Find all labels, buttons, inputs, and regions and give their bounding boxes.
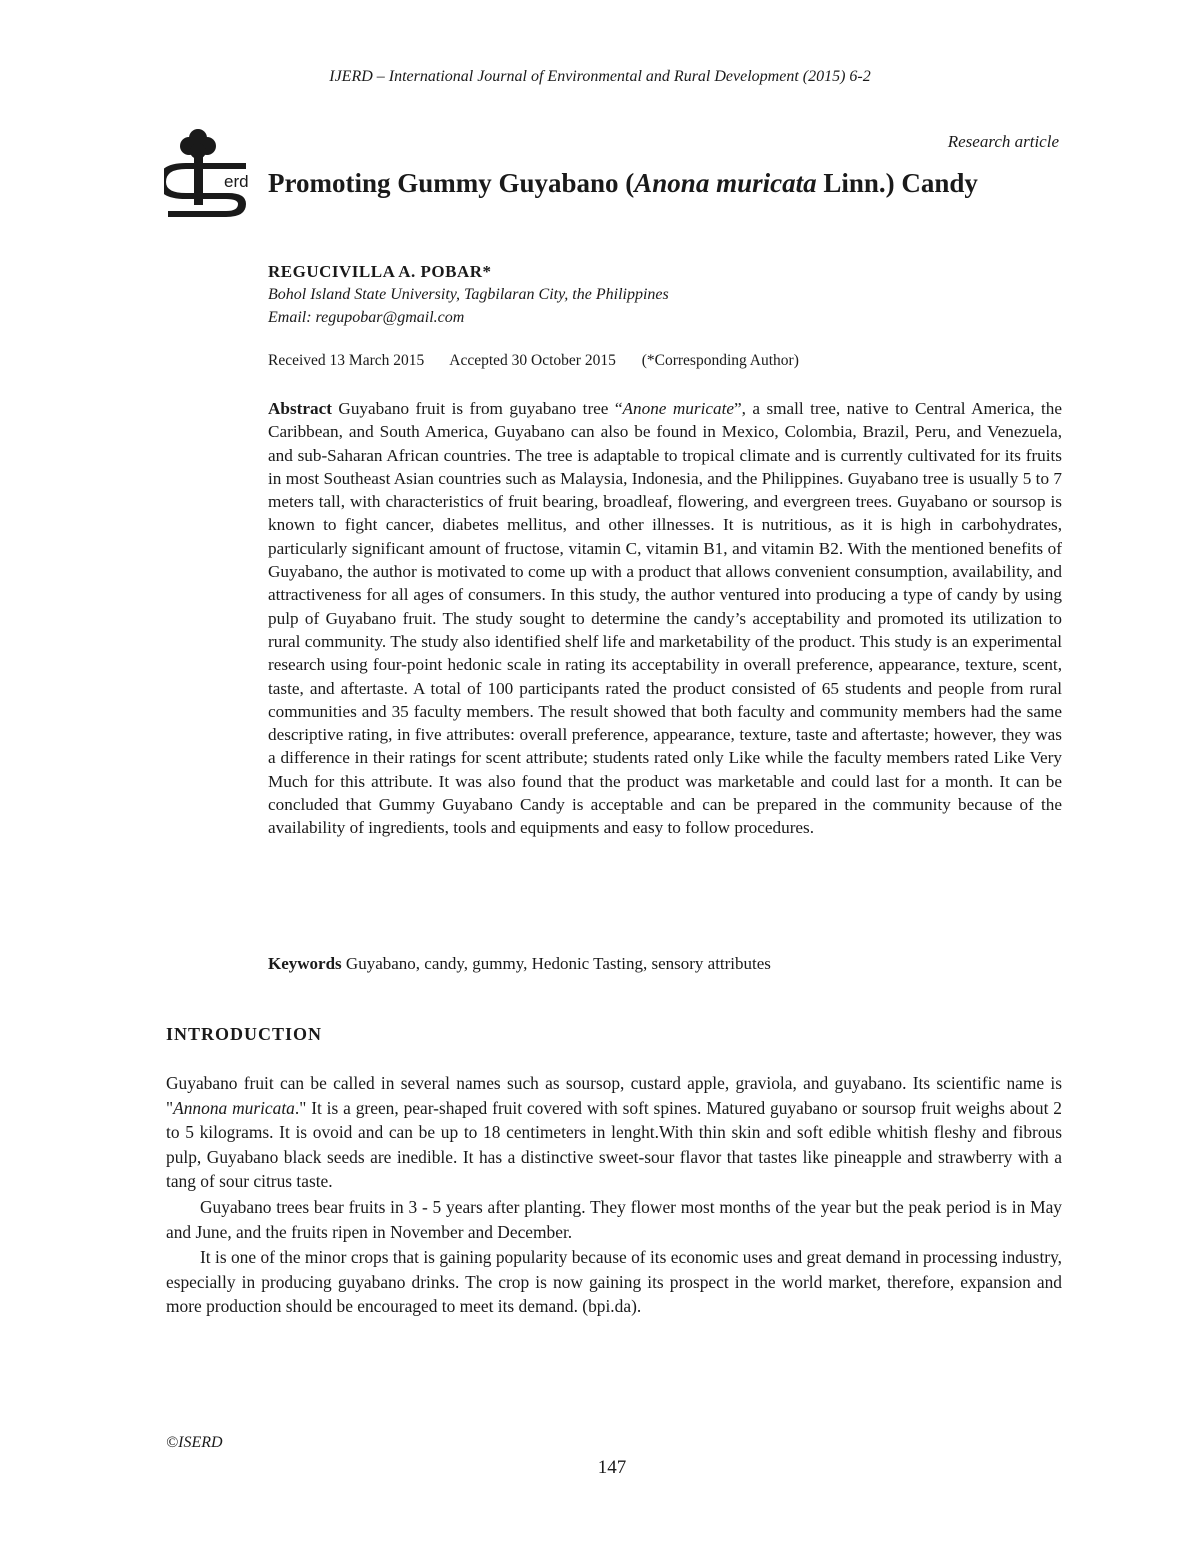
page-number: 147 xyxy=(597,1457,627,1478)
author-affiliation: Bohol Island State University, Tagbilaran City, the Philippines xyxy=(268,286,669,303)
copyright-mark: ©ISERD xyxy=(166,1434,223,1451)
author-name: REGUCIVILLA A. POBAR* xyxy=(268,262,492,281)
introduction-body xyxy=(166,1071,1062,1319)
abstract-label: Abstract xyxy=(268,399,332,418)
section-heading-introduction: INTRODUCTION xyxy=(166,1024,323,1044)
received-date: Received 13 March 2015 xyxy=(268,352,425,369)
author-email: Email: regupobar@gmail.com xyxy=(268,309,465,326)
paragraph: Guyabano fruit can be called in several names such as soursop, custard apple, graviola, and guyabano. Its scientific name is "Annona muricata." It is a green, pear-shaped fruit covered with soft spines. Matured guyabano or soursop fruit weighs about 2 to 5 kilograms. It is ovoid and can be up to 18 centimeters in lenght.With thin skin and soft edible whitish fleshy and fibrous pulp, Guyabano black seeds are inedible. It has a distinctive sweet-sour flavor that tastes like pineapple and strawberry with a tang of sour citrus taste. xyxy=(166,1073,1062,1192)
corresponding-note: (*Corresponding Author) xyxy=(641,352,799,369)
article-dates xyxy=(268,352,821,370)
keywords: Keywords Guyabano, candy, gummy, Hedonic Tasting, sensory attributes xyxy=(268,954,771,973)
accepted-date: Accepted 30 October 2015 xyxy=(449,352,616,369)
logo-text: erd xyxy=(224,172,249,191)
abstract: Abstract Guyabano fruit is from guyabano tree “Anone muricate”, a small tree, native to Central America, the Caribbean, and South America, Guyabano can also be found in Mexico, Colombia, Brazil, Peru, and Venezuela, and sub-Saharan African countries. The tree is adaptable to tropical climate and is currently cultivated for its fruits in most Southeast Asian countries such as Malaysia, Indonesia, and the Philippines. Guyabano tree is usually 5 to 7 meters tall, with characteristics of fruit bearing, broadleaf, flowering, and evergreen trees. Guyabano or soursop is known to fight cancer, diabetes mellitus, and other illnesses. It is nutritious, as it is high in carbohydrates, particularly significant amount of fructose, vitamin C, vitamin B1, and vitamin B2. With the mentioned benefits of Guyabano, the author is motivated to come up with a product that allows convenient consumption, availability, and attractiveness for all ages of consumers. In this study, the author ventured into producing a type of candy by using pulp of Guyabano fruit. The study sought to determine the candy’s acceptability and promoted its utilization to rural community. The study also identified shelf life and marketability of the product. This study is an experimental research using four-point hedonic scale in rating its acceptability in overall preference, appearance, texture, scent, taste, and aftertaste. A total of 100 participants rated the product consisted of 65 students and people from rural communities and 35 faculty members. The result showed that both faculty and community members had the same descriptive rating, in five attributes: overall preference, appearance, texture, taste and aftertaste; however, they was a difference in their ratings for scent attribute; students rated only Like while the faculty members rated Like Very Much for this attribute. It was also found that the product was marketable and could last for a month. It can be concluded that Gummy Guyabano Candy is acceptable and can be prepared in the community because of the availability of ingredients, tools and equipments and easy to follow procedures. xyxy=(268,399,1062,838)
article-type: Research article xyxy=(947,132,1059,151)
paragraph: It is one of the minor crops that is gaining popularity because of its economic uses and great demand in processing industry, especially in producing guyabano drinks. The crop is now gaining its prospect in the world market, therefore, expansion and more production should be encouraged to meet its demand. (bpi.da). xyxy=(166,1247,1062,1317)
journal-logo-icon xyxy=(164,127,260,223)
paper-title: Promoting Gummy Guyabano (Anona muricata Linn.) Candy xyxy=(268,168,978,198)
keywords-label: Keywords xyxy=(268,954,342,973)
running-head: IJERD – International Journal of Environmental and Rural Development (2015) 6-2 xyxy=(329,68,871,85)
paragraph: Guyabano trees bear fruits in 3 - 5 years after planting. They flower most months of the year but the peak period is in May and June, and the fruits ripen in November and December. xyxy=(166,1196,1062,1242)
